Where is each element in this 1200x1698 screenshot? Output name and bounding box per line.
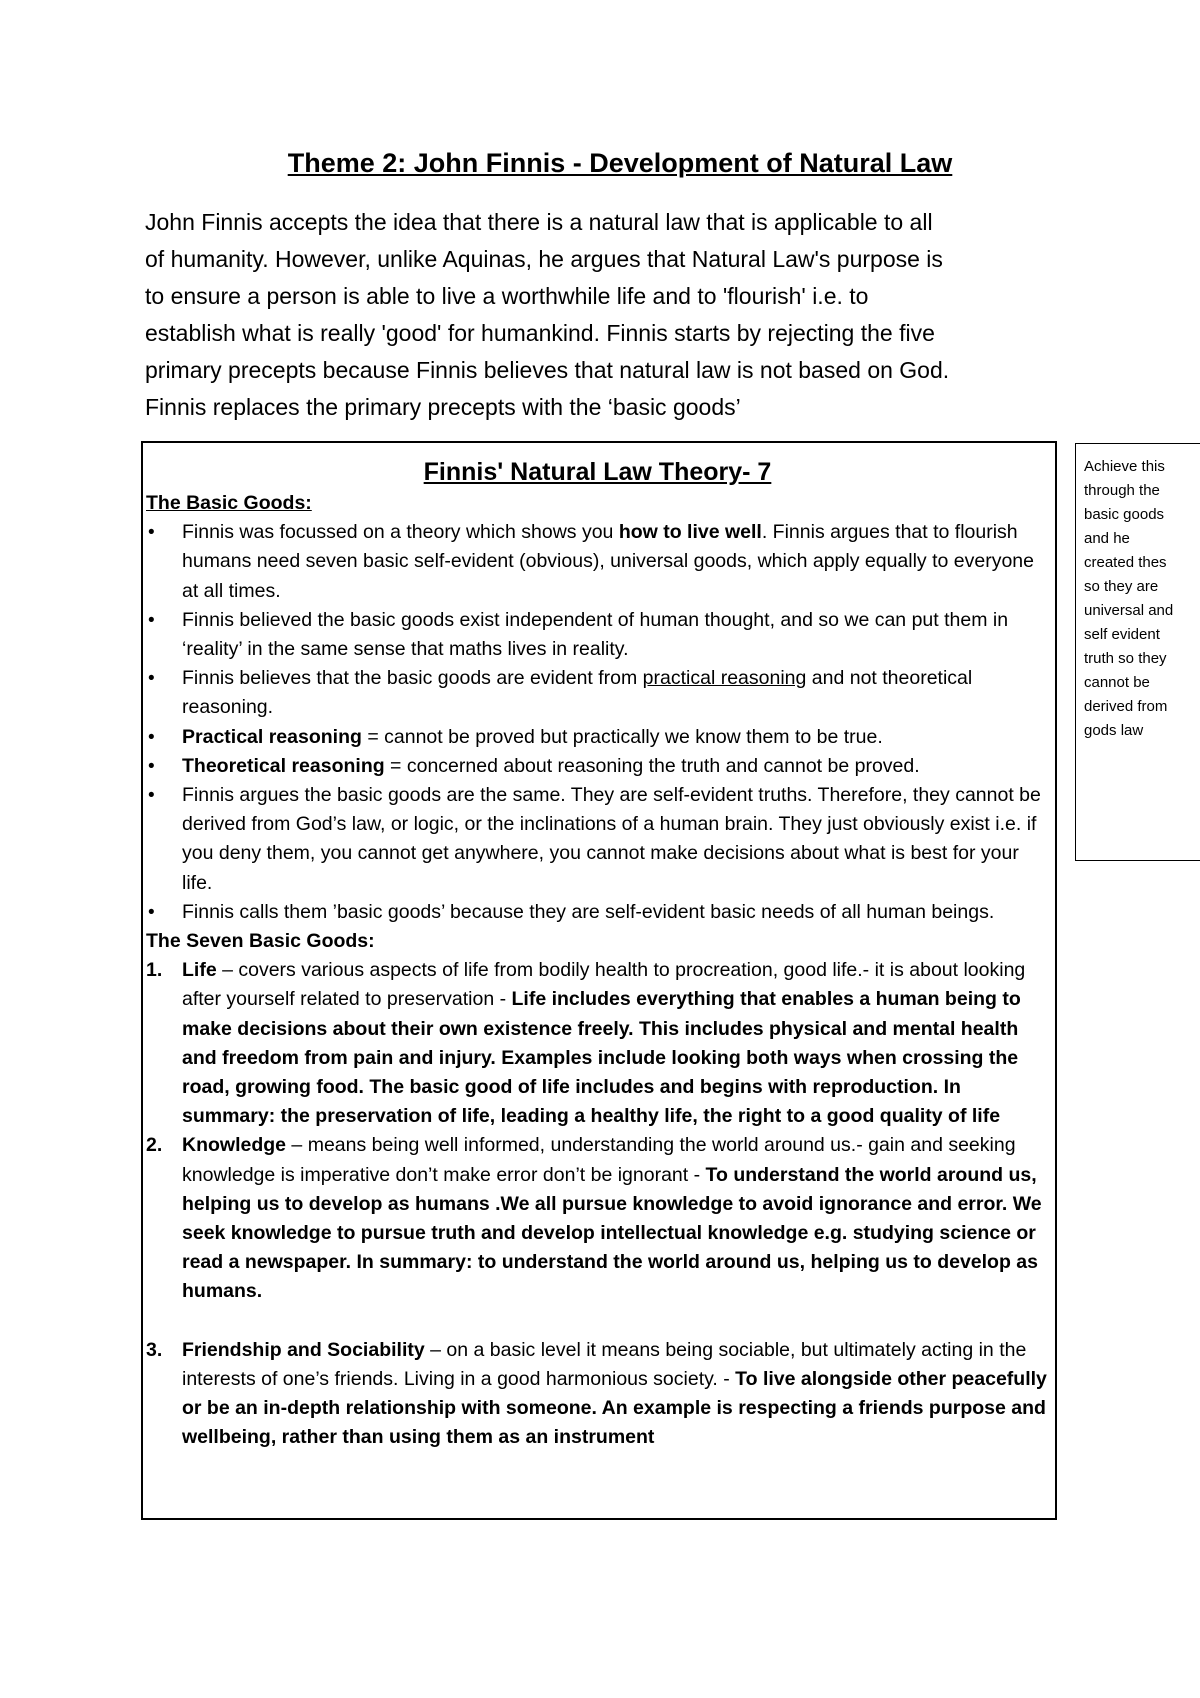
bullet-item bbox=[146, 898, 1049, 927]
side-note-line: gods law bbox=[1084, 722, 1144, 739]
bullet-item bbox=[146, 518, 1049, 606]
good-item-friendship bbox=[146, 1336, 1049, 1453]
side-note-box bbox=[1075, 443, 1200, 861]
good-name: Knowledge bbox=[182, 1134, 287, 1157]
intro-line: of humanity. However, unlike Aquinas, he argues that Natural Law's purpose is bbox=[145, 246, 943, 272]
bullet-text: Finnis believes that the basic goods are evident from bbox=[182, 667, 643, 690]
good-description: – on a basic level it means being sociable, but ultimately acting in the interests of one’s friends. Living in a good harmonious society. - bbox=[182, 1338, 1027, 1390]
good-description: – covers various aspects of life from bodily health to procreation, good life.- it is about looking after yourself related to preservation - bbox=[182, 959, 1026, 1011]
intro-paragraph bbox=[145, 204, 1045, 426]
side-note-line: through the bbox=[1084, 482, 1160, 499]
side-note-line: universal and bbox=[1084, 602, 1174, 619]
bullet-item bbox=[146, 723, 1049, 752]
intro-line: establish what is really 'good' for humankind. Finnis starts by rejecting the five bbox=[145, 320, 935, 346]
finnis-theory-box bbox=[141, 441, 1057, 1520]
side-note-line: and he bbox=[1084, 530, 1130, 547]
side-note-line: derived from bbox=[1084, 698, 1168, 715]
bullet-item bbox=[146, 781, 1049, 898]
bullet-item bbox=[146, 752, 1049, 781]
bullet-icon: • bbox=[148, 726, 155, 748]
intro-line: primary precepts because Finnis believes that natural law is not based on God. bbox=[145, 357, 950, 383]
side-note-line: Achieve this bbox=[1084, 458, 1165, 475]
intro-line: to ensure a person is able to live a worthwhile life and to 'flourish' i.e. to bbox=[145, 283, 869, 309]
box-title: Finnis' Natural Law Theory- 7 bbox=[423, 458, 772, 486]
bullet-text: Finnis argues the basic goods are the same. They are self-evident truths. Therefore, they cannot be derived from God’s law, or logic, or the inclinations of a human brain. They just obviously exist i.e. if you deny them, you cannot get anywhere, you cannot make decisions about what is best for your life. bbox=[182, 784, 1041, 894]
side-note-line: basic goods bbox=[1084, 506, 1165, 523]
bullet-icon: • bbox=[148, 522, 155, 544]
seven-goods-heading: The Seven Basic Goods: bbox=[146, 930, 375, 953]
intro-line: John Finnis accepts the idea that there is a natural law that is applicable to all bbox=[145, 209, 933, 235]
good-bold-description: To understand the world around us, helping us to develop as humans .We all pursue knowledge to avoid ignorance and error. We seek knowledge to pursue truth and develop intellectual knowledge e.g. studying science or read a newspaper. In summary: to understand the world around us, helping us to develop as humans. bbox=[182, 1163, 1042, 1303]
bullet-bold-text: Practical reasoning bbox=[182, 725, 362, 748]
side-note-line: cannot be bbox=[1084, 674, 1150, 691]
bullet-icon: • bbox=[148, 755, 155, 777]
side-note-line: so they are bbox=[1084, 578, 1159, 595]
spacer bbox=[146, 1307, 1049, 1336]
list-number: 2. bbox=[146, 1134, 163, 1157]
good-item-knowledge bbox=[146, 1131, 1049, 1306]
good-bold-description: To live alongside other peacefully or be an in-depth relationship with someone. An example is respecting a friends purpose and wellbeing, rather than using them as an instrument bbox=[182, 1367, 1047, 1449]
bullet-bold-text: Theoretical reasoning bbox=[182, 754, 385, 777]
side-note-line: truth so they bbox=[1084, 650, 1167, 667]
bullet-icon: • bbox=[148, 785, 155, 807]
intro-line: Finnis replaces the primary precepts with the ‘basic goods’ bbox=[145, 394, 741, 420]
good-item-life bbox=[146, 956, 1049, 1131]
bullet-underlined-text: practical reasoning bbox=[642, 667, 807, 690]
bullet-text: = concerned about reasoning the truth and cannot be proved. bbox=[384, 754, 920, 777]
bullet-text: = cannot be proved but practically we know them to be true. bbox=[361, 725, 883, 748]
bullet-text: Finnis was focussed on a theory which shows you bbox=[182, 521, 619, 544]
list-number: 1. bbox=[146, 959, 163, 982]
good-name: Life bbox=[182, 959, 217, 982]
bullet-text: Finnis calls them ’basic goods’ because they are self-evident basic needs of all human beings. bbox=[182, 900, 995, 923]
bullet-icon: • bbox=[148, 668, 155, 690]
list-number: 3. bbox=[146, 1338, 163, 1361]
good-bold-description: Life includes everything that enables a human being to make decisions about their own existence freely. This includes physical and mental health and freedom from pain and injury. Examples include looking both ways when crossing the road, growing food. The basic good of life includes and begins with reproduction. In summary: the preservation of life, leading a healthy life, the right to a good quality of life bbox=[182, 988, 1021, 1128]
bullet-item bbox=[146, 606, 1049, 664]
side-note-line: created thes bbox=[1084, 554, 1167, 571]
good-name: Friendship and Sociability bbox=[182, 1338, 425, 1361]
side-note-line: self evident bbox=[1084, 626, 1160, 643]
bullet-item bbox=[146, 664, 1049, 722]
seven-goods-list bbox=[146, 956, 1049, 1452]
bullet-icon: • bbox=[148, 901, 155, 923]
bullet-bold-text: how to live well bbox=[618, 521, 762, 544]
page-title: Theme 2: John Finnis - Development of Natural Law bbox=[287, 148, 953, 178]
basic-goods-bullet-list bbox=[146, 518, 1049, 927]
good-description: – means being well informed, understanding the world around us.- gain and seeking knowledge is imperative don’t make error don’t be ignorant - bbox=[182, 1134, 1016, 1186]
bullet-text: . Finnis argues that to flourish humans need seven basic self-evident (obvious), universal goods, which apply equally to everyone at all times. bbox=[182, 521, 1034, 602]
bullet-text: and not theoretical reasoning. bbox=[182, 667, 973, 719]
basic-goods-heading: The Basic Goods: bbox=[146, 492, 312, 514]
bullet-text: Finnis believed the basic goods exist independent of human thought, and so we can put them in ‘reality’ in the same sense that maths lives in reality. bbox=[182, 608, 1009, 661]
bullet-icon: • bbox=[148, 609, 155, 631]
